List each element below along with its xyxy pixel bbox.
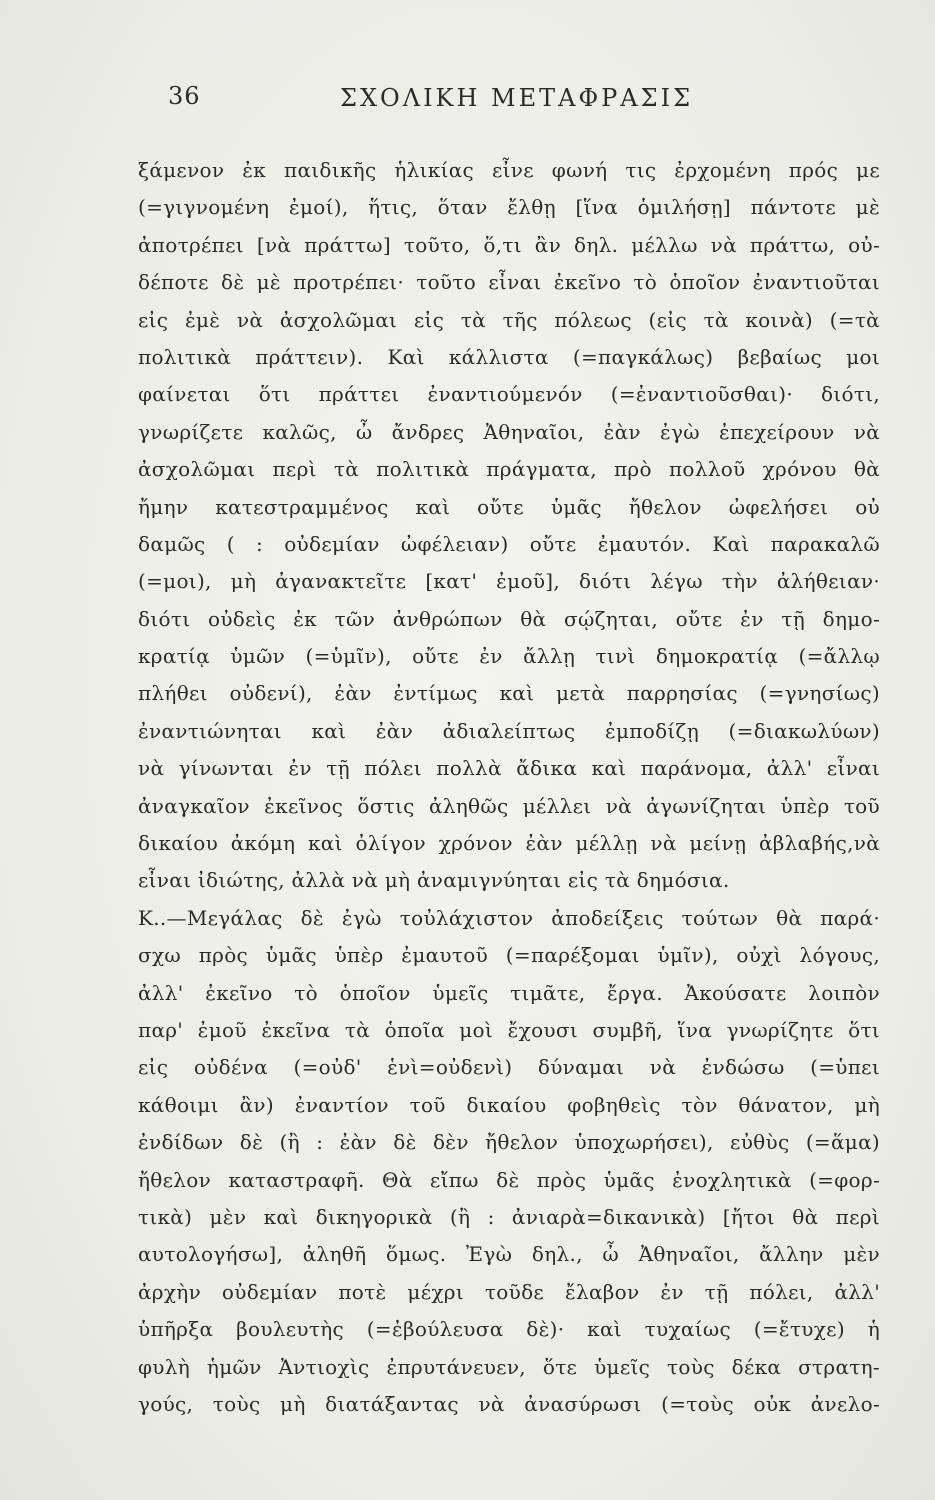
text-line: δέποτε δὲ μὲ προτρέπει· τοῦτο εἶναι ἐκεῖνο τὸ ὁποῖον ἐναντιοῦται [138, 270, 880, 295]
text-line: ἀρχὴν οὐδεμίαν ποτὲ μέχρι τοῦδε ἔλαβον ἐν τῇ πόλει, ἀλλ' [138, 1279, 880, 1304]
text-line: ἤμην κατεστραμμένος καὶ οὔτε ὑμᾶς ἤθελον ὠφελήσει οὐ [138, 494, 880, 519]
text-line: ξάμενον ἐκ παιδικῆς ἡλικίας εἶνε φωνή τις ἐρχομένη πρός με [138, 158, 880, 182]
text-line: ὑπῆρξα βουλευτὴς (=ἐβούλευσα δὲ)· καὶ τυχαίως (=ἔτυχε) ἡ [138, 1317, 880, 1342]
text-line: (=μοι), μὴ ἀγανακτεῖτε [κατ' ἐμοῦ], διότι λέγω τὴν ἀλήθειαν· [138, 569, 880, 594]
text-line: ἐναντιώνηται καὶ ἐὰν ἀδιαλείπτως ἐμποδίζῃ (=διακωλύων) [138, 718, 880, 743]
text-line: πλήθει οὐδενί), ἐὰν ἐντίμως καὶ μετὰ παρρησίας (=γνησίως) [138, 681, 880, 706]
text-line: νὰ γίνωνται ἐν τῇ πόλει πολλὰ ἄδικα καὶ παράνομα, ἀλλ' εἶναι [138, 756, 880, 781]
text-line: πολιτικὰ πράττειν). Καὶ κάλλιστα (=παγκάλως) βεβαίως μοι [138, 344, 880, 369]
text-line: ἐνδίδων δὲ (ἢ : ἐὰν δὲ δὲν ἤθελον ὑποχωρήσει), εὐθὺς (=ἅμα) [138, 1130, 880, 1155]
text-line: ἀλλ' ἐκεῖνο τὸ ὁποῖον ὑμεῖς τιμᾶτε, ἔργα. Ἀκούσατε λοιπὸν [138, 980, 880, 1005]
text-line: ἀποτρέπει [νὰ πράττω] τοῦτο, ὅ,τι ἂν δηλ. μέλλω νὰ πράττω, οὐ- [138, 232, 880, 257]
page-number: 36 [168, 82, 201, 110]
text-line: γούς, τοὺς μὴ διατάξαντας νὰ ἀνασύρωσι (=τοὺς οὐκ ἀνελο- [138, 1391, 880, 1416]
text-line: ἀναγκαῖον ἐκεῖνος ὅστις ἀληθῶς μέλλει νὰ ἀγωνίζηται ὑπὲρ τοῦ [138, 793, 880, 818]
text-line: εἰς οὐδένα (=οὐδ' ἑνὶ=οὐδενὶ) δύναμαι νὰ ἐνδώσω (=ὑπει [138, 1055, 880, 1080]
text-line: εἰς ἐμὲ νὰ ἀσχολῶμαι εἰς τὰ τῆς πόλεως (εἰς τὰ κοινὰ) (=τὰ [138, 307, 880, 332]
text-line: δαμῶς ( : οὐδεμίαν ὠφέλειαν) οὔτε ἐμαυτόν. Καὶ παρακαλῶ [138, 531, 880, 556]
text-line: φυλὴ ἡμῶν Ἀντιοχὶς ἐπρυτάνευεν, ὅτε ὑμεῖς τοὺς δέκα στρατη- [138, 1354, 880, 1379]
running-title: ΣΧΟΛΙΚΗ ΜΕΤΑΦΡΑΣΙΣ [340, 84, 694, 112]
text-line: κάθοιμι ἂν) ἐναντίον τοῦ δικαίου φοβηθεὶς τὸν θάνατον, μὴ [138, 1092, 880, 1117]
text-line: Κ..—Μεγάλας δὲ ἐγὼ τοὐλάχιστον ἀποδείξεις τούτων θὰ παρά· [138, 905, 880, 930]
text-line: ἀσχολῶμαι περὶ τὰ πολιτικὰ πράγματα, πρὸ πολλοῦ χρόνου θὰ [138, 457, 880, 482]
text-line: παρ' ἐμοῦ ἐκεῖνα τὰ ὁποῖα μοὶ ἔχουσι συμβῆ, ἵνα γνωρίζητε ὅτι [138, 1017, 880, 1042]
text-line: ἤθελον καταστραφῆ. Θὰ εἴπω δὲ πρὸς ὑμᾶς ἐνοχλητικὰ (=φορ- [138, 1167, 880, 1192]
text-line: αυτολογήσω], ἀληθῆ ὅμως. Ἐγὼ δηλ., ὦ Ἀθηναῖοι, ἄλλην μὲν [138, 1242, 880, 1267]
body-text [138, 152, 880, 1423]
text-line: εἶναι ἰδιώτης, ἀλλὰ νὰ μὴ ἀναμιγνύηται εἰς τὰ δημόσια. [138, 868, 730, 893]
text-line: γνωρίζετε καλῶς, ὦ ἄνδρες Ἀθηναῖοι, ἐὰν ἐγὼ ἐπεχείρουν νὰ [138, 419, 880, 444]
text-line: κρατίᾳ ὑμῶν (=ὑμῖν), οὔτε ἐν ἄλλῃ τινὶ δημοκρατίᾳ (=ἄλλῳ [138, 644, 880, 669]
text-line: τικὰ) μὲν καὶ δικηγορικὰ (ἢ : ἀνιαρὰ=δικανικὰ) [ἤτοι θὰ περὶ [138, 1204, 880, 1229]
text-line: διότι οὐδεὶς ἐκ τῶν ἀνθρώπων θὰ σῴζηται, οὔτε ἐν τῇ δημο- [138, 606, 880, 631]
text-line: δικαίου ἀκόμη καὶ ὀλίγον χρόνον ἐὰν μέλλῃ νὰ μείνῃ ἀβλαβής,νὰ [138, 831, 880, 856]
text-line: σχω πρὸς ὑμᾶς ὑπὲρ ἐμαυτοῦ (=παρέξομαι ὑμῖν), οὐχὶ λόγους, [138, 943, 880, 968]
text-line: (=γιγνομένη ἐμοί), ἥτις, ὅταν ἔλθῃ [ἵνα ὁμιλήσῃ] πάντοτε μὲ [138, 195, 880, 220]
text-line: φαίνεται ὅτι πράττει ἐναντιούμενόν (=ἐναντιοῦσθαι)· διότι, [138, 382, 880, 407]
page-header [0, 82, 935, 122]
